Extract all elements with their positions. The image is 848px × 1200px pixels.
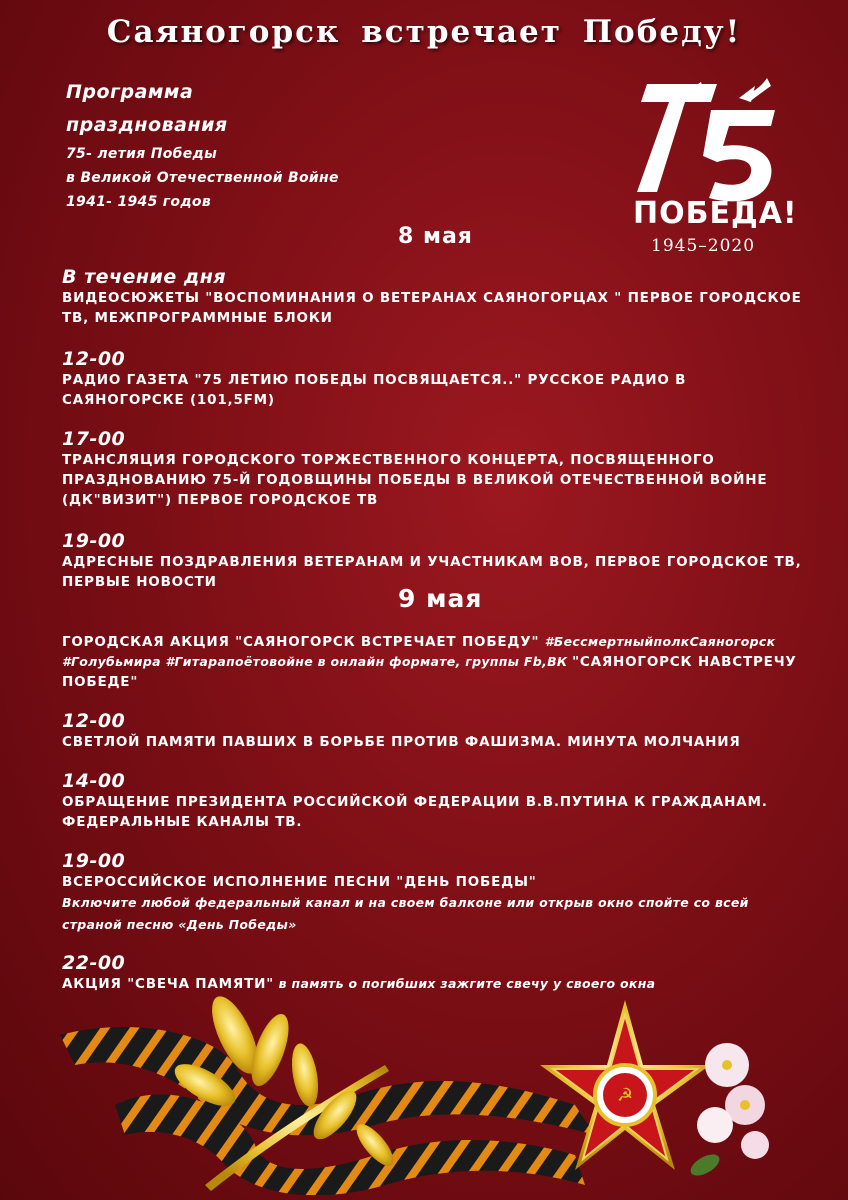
event-day8-2: [62, 348, 802, 410]
event-desc: [62, 632, 802, 692]
event-desc: [62, 974, 802, 994]
event-day9-1: [62, 710, 802, 752]
day-8-heading: 8 мая: [398, 224, 473, 249]
event-day9-3: [62, 850, 802, 936]
event-desc: ВСЕРОССИЙСКОЕ ИСПОЛНЕНИЕ ПЕСНИ "ДЕНЬ ПОБЕДЫ": [62, 874, 537, 890]
action-hashtags: #БессмертныйполкСаяногорск #Голубьмира #Гитарапоётовойне в онлайн формате, группы Fb,ВК: [62, 634, 776, 669]
logo-word: ПОБЕДА!: [633, 196, 798, 231]
event-desc: АДРЕСНЫЕ ПОЗДРАВЛЕНИЯ ВЕТЕРАНАМ И УЧАСТНИКАМ ВОВ, ПЕРВОЕ ГОРОДСКОЕ ТВ, ПЕРВЫЕ НОВОСТИ: [62, 554, 802, 590]
program-line-5: 1941- 1945 годов: [66, 194, 212, 210]
event-time: 12-00: [62, 710, 126, 732]
event-time: 14-00: [62, 770, 126, 792]
logo-years: 1945–2020: [651, 236, 756, 256]
page-title: Саяногорск встречает Победу!: [106, 14, 742, 50]
event-time: 12-00: [62, 348, 126, 370]
action-title: ГОРОДСКАЯ АКЦИЯ "САЯНОГОРСК ВСТРЕЧАЕТ ПОБЕДУ": [62, 634, 545, 650]
event-day8-3: [62, 428, 802, 510]
program-heading: [66, 76, 339, 214]
event-day9-action: [62, 632, 802, 692]
event-time: 19-00: [62, 850, 126, 872]
event-extra: Включите любой федеральный канал и на своем балконе или открыв окно спойте со всей страной песню «День Победы»: [62, 895, 749, 932]
event-time: В течение дня: [62, 266, 227, 288]
event-desc: ТРАНСЛЯЦИЯ ГОРОДСКОГО ТОРЖЕСТВЕННОГО КОНЦЕРТА, ПОСВЯЩЕННОГО ПРАЗДНОВАНИЮ 75-Й ГОДОВЩИНЫ ПОБЕДЫ В ВЕЛИКОЙ ОТЕЧЕСТВЕННОЙ ВОЙНЕ (ДК"ВИЗИТ") ПЕРВОЕ ГОРОДСКОЕ ТВ: [62, 452, 768, 508]
program-line-4: в Великой Отечественной Войне: [66, 170, 339, 186]
event-time: 22-00: [62, 952, 126, 974]
event-desc-main: АКЦИЯ "СВЕЧА ПАМЯТИ": [62, 976, 275, 992]
event-day8-4: [62, 530, 802, 592]
bottom-decoration: [55, 995, 775, 1195]
apple-blossom: [687, 1043, 769, 1180]
event-desc: РАДИО ГАЗЕТА "75 ЛЕТИЮ ПОБЕДЫ ПОСВЯЩАЕТСЯ.." РУССКОЕ РАДИО В САЯНОГОРСКЕ (101,5FM): [62, 372, 687, 408]
event-day8-1: [62, 266, 802, 328]
action-group: "САЯНОГОРСК НАВСТРЕЧУ ПОБЕДЕ": [62, 654, 797, 690]
order-star-icon: [540, 1000, 710, 1170]
day-9-heading: 9 мая: [398, 584, 483, 613]
program-line-2: празднования: [66, 114, 228, 136]
program-line-1: Программа: [66, 81, 194, 103]
svg-text:☭: ☭: [616, 1085, 634, 1106]
event-day9-2: [62, 770, 802, 832]
victory-75-logo: [625, 72, 795, 262]
event-desc: ВИДЕОСЮЖЕТЫ "ВОСПОМИНАНИЯ О ВЕТЕРАНАХ САЯНОГОРЦАХ " ПЕРВОЕ ГОРОДСКОЕ ТВ, МЕЖПРОГРАММНЫЕ БЛОКИ: [62, 290, 802, 326]
event-desc: ОБРАЩЕНИЕ ПРЕЗИДЕНТА РОССИЙСКОЙ ФЕДЕРАЦИИ В.В.ПУТИНА К ГРАЖДАНАМ. ФЕДЕРАЛЬНЫЕ КАНАЛЫ ТВ.: [62, 794, 768, 830]
event-desc: СВЕТЛОЙ ПАМЯТИ ПАВШИХ В БОРЬБЕ ПРОТИВ ФАШИЗМА. МИНУТА МОЛЧАНИЯ: [62, 734, 741, 750]
event-desc-extra: в память о погибших зажгите свечу у своего окна: [274, 976, 656, 991]
event-time: 19-00: [62, 530, 126, 552]
event-time: 17-00: [62, 428, 126, 450]
program-line-3: 75- летия Победы: [66, 146, 218, 162]
event-day9-4: [62, 952, 802, 994]
